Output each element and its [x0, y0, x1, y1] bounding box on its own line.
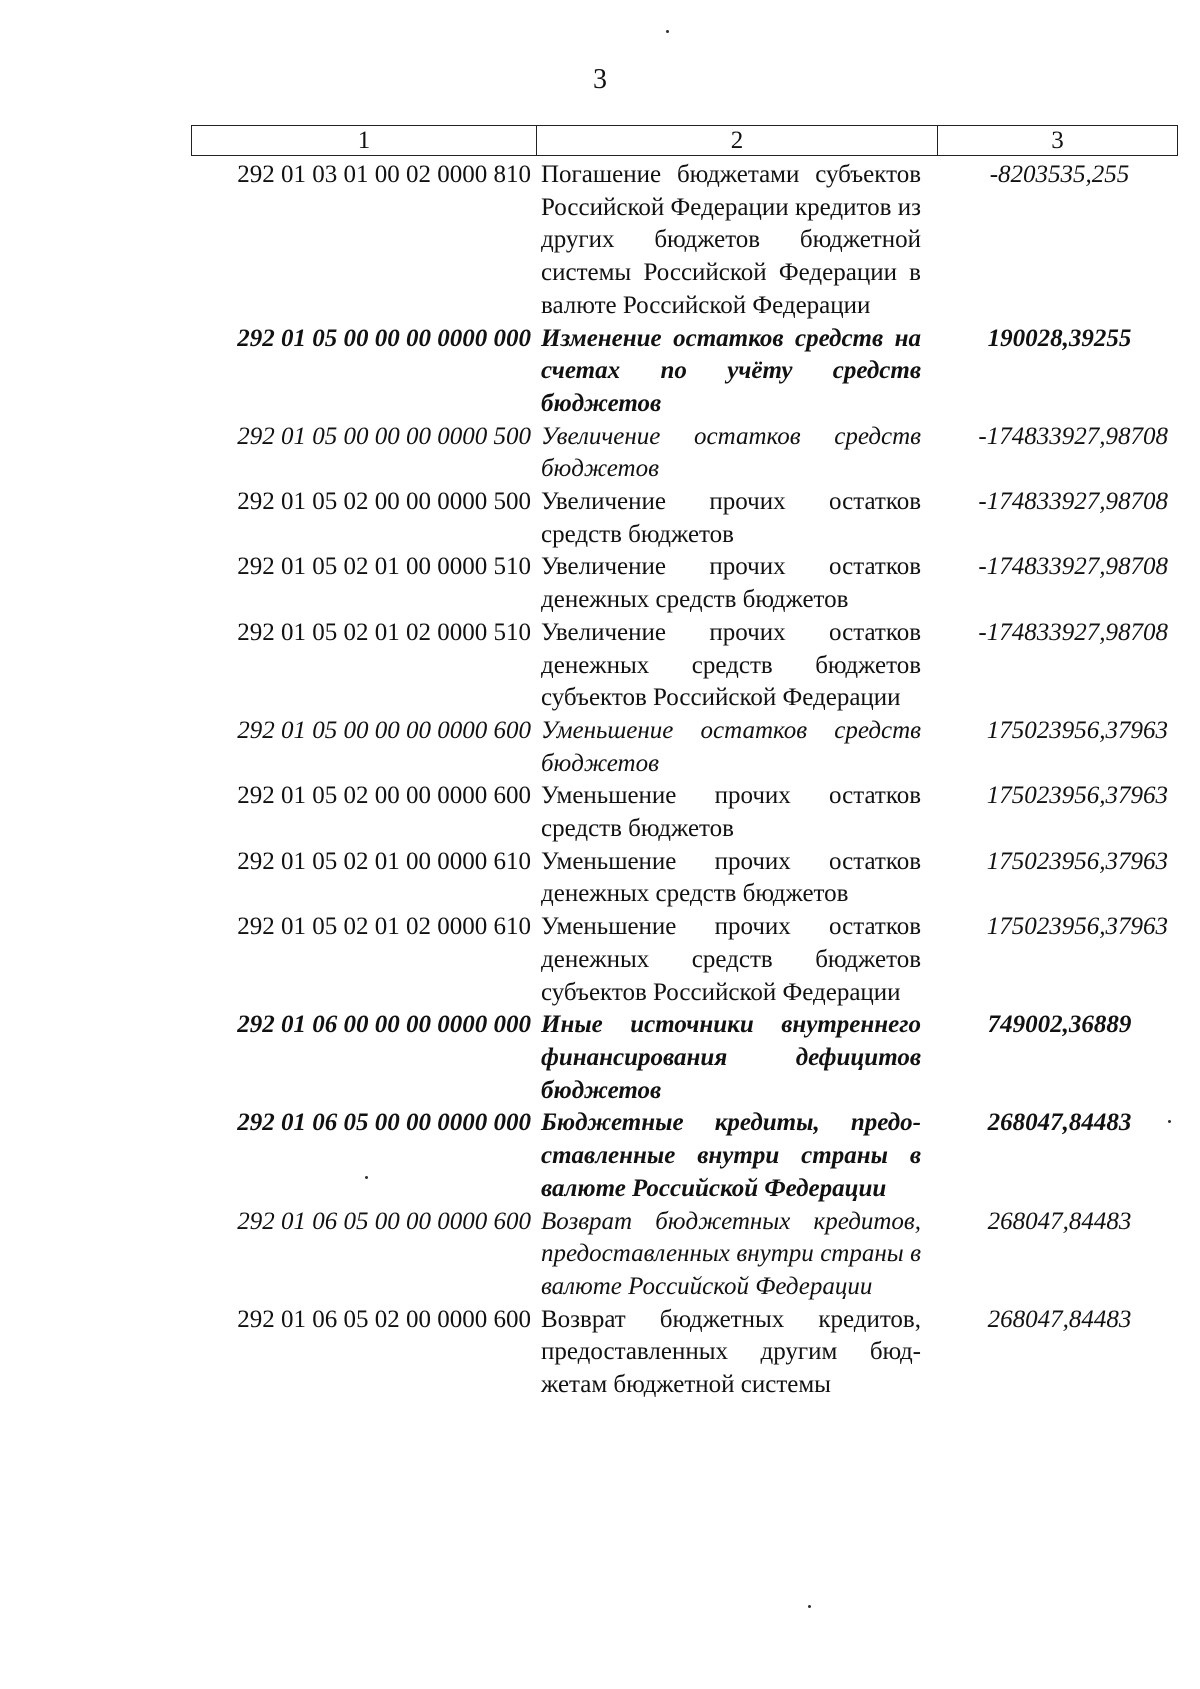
row-description: Уменьшение прочих остатков средств бюджетов	[541, 782, 921, 843]
row-description: Возврат бюджетных кредитов, предоставленных внутри страны в валюте Российской Федерации	[541, 1207, 921, 1300]
row-description: Увеличение прочих остатков денежных средств бюджетов	[541, 553, 921, 614]
row-value: 175023956,37963	[986, 847, 1168, 875]
table-row	[191, 421, 1174, 486]
column-header-2: 2	[537, 126, 938, 156]
row-value: -174833927,98708	[978, 618, 1168, 646]
row-code: 292 01 05 02 00 00 0000 500	[237, 488, 531, 516]
table-row	[191, 159, 1174, 323]
row-code: 292 01 05 02 01 02 0000 610	[237, 913, 531, 941]
row-description: Увеличение прочих остатков денежных средств бюджетов субъектов Российской Федерации	[541, 618, 921, 712]
scan-speck	[1168, 1120, 1171, 1123]
row-value: -174833927,98708	[978, 488, 1168, 516]
scan-speck	[808, 1605, 811, 1608]
row-code: 292 01 06 05 00 00 0000 000	[237, 1109, 531, 1137]
row-value: 175023956,37963	[986, 716, 1168, 744]
row-code: 292 01 05 02 01 00 0000 510	[237, 553, 531, 581]
row-code: 292 01 06 00 00 00 0000 000	[237, 1011, 531, 1039]
row-description: Уменьшение прочих остатков денежных средств бюджетов	[541, 847, 921, 908]
scan-speck	[666, 30, 669, 33]
row-description: Иные источники внутреннего финансирования дефицитов бюджетов	[541, 1011, 921, 1104]
table-row	[191, 1009, 1174, 1107]
page-number: 3	[593, 64, 607, 95]
table-body	[191, 159, 1174, 1402]
row-code: 292 01 05 02 01 00 0000 610	[237, 847, 531, 875]
table-row	[191, 715, 1174, 780]
table-row	[191, 486, 1174, 551]
row-description: Возврат бюджетных кредитов, предоставленных другим бюджетам бюджетной системы	[541, 1305, 921, 1399]
row-code: 292 01 05 02 01 02 0000 510	[237, 618, 531, 646]
row-description: Увеличение прочих остатков средств бюджетов	[541, 488, 921, 548]
row-description: Уменьшение прочих остатков денежных средств бюджетов субъектов Российской Федерации	[541, 913, 921, 1006]
row-value: -174833927,98708	[978, 553, 1168, 581]
table-row	[191, 551, 1174, 616]
row-value: 175023956,37963	[986, 782, 1168, 810]
row-value: 268047,84483	[987, 1207, 1132, 1235]
row-description: Бюджетные кредиты, предоставленные внутри страны в валюте Российской Федерации	[541, 1109, 921, 1202]
row-value: 268047,84483	[987, 1109, 1132, 1137]
table-row	[191, 1107, 1174, 1205]
row-description: Изменение остатков средств на счетах по учёту средств бюджетов	[541, 324, 921, 417]
row-code: 292 01 05 00 00 00 0000 600	[237, 716, 531, 744]
table-row	[191, 1304, 1174, 1402]
row-value: -174833927,98708	[978, 422, 1168, 450]
row-code: 292 01 05 02 00 00 0000 600	[237, 782, 531, 810]
table-row	[191, 911, 1174, 1009]
scan-speck	[365, 1176, 368, 1179]
row-description: Увеличение остатков средств бюджетов	[541, 422, 921, 483]
row-code: 292 01 05 00 00 00 0000 500	[237, 422, 531, 450]
column-header-3: 3	[938, 126, 1178, 156]
row-value: -8203535,255	[989, 161, 1130, 188]
table-row	[191, 323, 1174, 421]
table-row	[191, 780, 1174, 845]
row-code: 292 01 03 01 00 02 0000 810	[237, 161, 531, 188]
row-value: 749002,36889	[987, 1011, 1132, 1039]
table-row	[191, 1206, 1174, 1304]
row-code: 292 01 05 00 00 00 0000 000	[237, 324, 531, 352]
column-header-table	[191, 125, 1178, 156]
row-description: Погашение бюджетами субъектов Российской Федерации кредитов из других бюджетов бюджетной системы Российской Федерации в валюте Российской Федерации	[541, 161, 921, 319]
row-value: 175023956,37963	[986, 913, 1168, 941]
table-row	[191, 846, 1174, 911]
column-header-1: 1	[192, 126, 537, 156]
row-value: 190028,39255	[987, 324, 1132, 352]
table-row	[191, 617, 1174, 715]
row-code: 292 01 06 05 00 00 0000 600	[237, 1207, 531, 1235]
row-description: Уменьшение остатков средств бюджетов	[541, 716, 921, 777]
row-code: 292 01 06 05 02 00 0000 600	[237, 1305, 531, 1333]
row-value: 268047,84483	[987, 1305, 1132, 1333]
